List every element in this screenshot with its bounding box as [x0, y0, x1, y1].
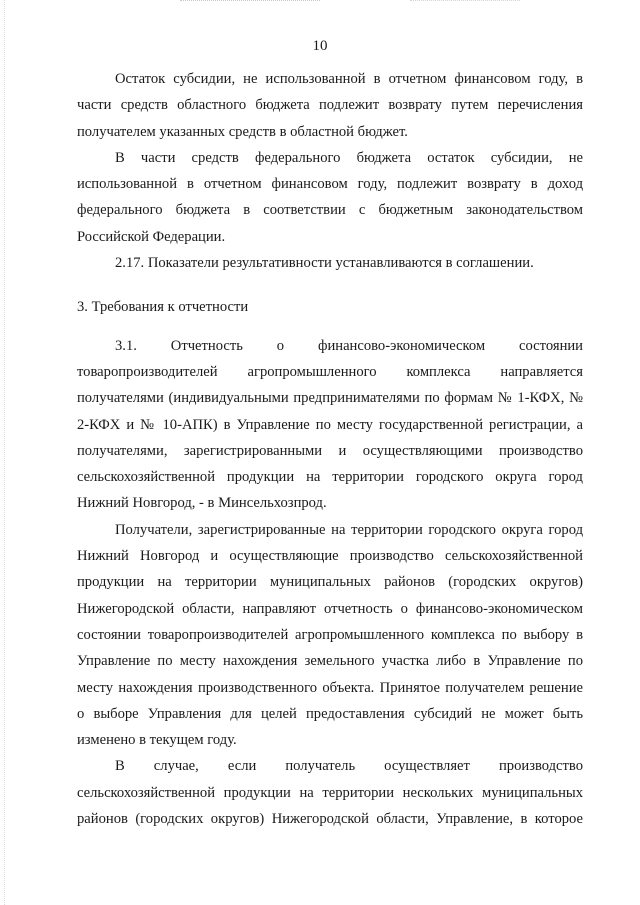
section-heading: 3. Требования к отчетности	[77, 299, 249, 316]
page-number: 10	[312, 38, 328, 54]
paragraph-performance-indicators: 2.17. Показатели результативности устанавливаются в соглашении.	[115, 255, 534, 272]
scan-edge-top-right	[410, 0, 520, 2]
document-body	[77, 66, 583, 832]
paragraph-recipients-nizhny-novgorod: Получатели, зарегистрированные на территории городского округа город Нижний Новгород и осуществляющие производство сельскохозяйственной продукции на территории муниципальных районов (городских округов) Нижегородской области, направляют отчетность о финансово-экономическом состоянии товаропроизводителей агропромышленного комплекса по выбору в Управление по месту нахождения земельного участка либо в Управление по месту нахождения производственного объекта. Принятое получателем решение о выборе Управления для целей предоставления субсидий не может быть изменено в текущем году.	[77, 521, 583, 749]
paragraph-multiple-districts: В случае, если получатель осуществляет производство сельскохозяйственной продукции на территории нескольких муниципальных районов (городских округов) Нижегородской области, Управление, в которое	[77, 758, 583, 828]
scan-edge-top	[180, 0, 320, 2]
paragraph-reporting-3-1: 3.1. Отчетность о финансово-экономическом состоянии товаропроизводителей агропромышленного комплекса направляется получателями (индивидуальными предпринимателями по формам № 1-КФХ, № 2-КФХ и № 10-АПК) в Управление по месту государственной регистрации, а получателями, зарегистрированными и осуществляющими производство сельскохозяйственной продукции на территории городского округа город Нижний Новгород, - в Минсельхозпрод.	[77, 337, 583, 512]
scan-edge-left	[4, 0, 6, 905]
paragraph-subsidy-remainder-regional: Остаток субсидии, не использованной в отчетном финансовом году, в части средств областного бюджета подлежит возврату путем перечисления получателем указанных средств в областной бюджет.	[77, 71, 583, 140]
paragraph-subsidy-remainder-federal: В части средств федерального бюджета остаток субсидии, не использованной в отчетном финансовом году, подлежит возврату в доход федерального бюджета в соответствии с бюджетным законодательством Российской Федерации.	[77, 149, 583, 245]
